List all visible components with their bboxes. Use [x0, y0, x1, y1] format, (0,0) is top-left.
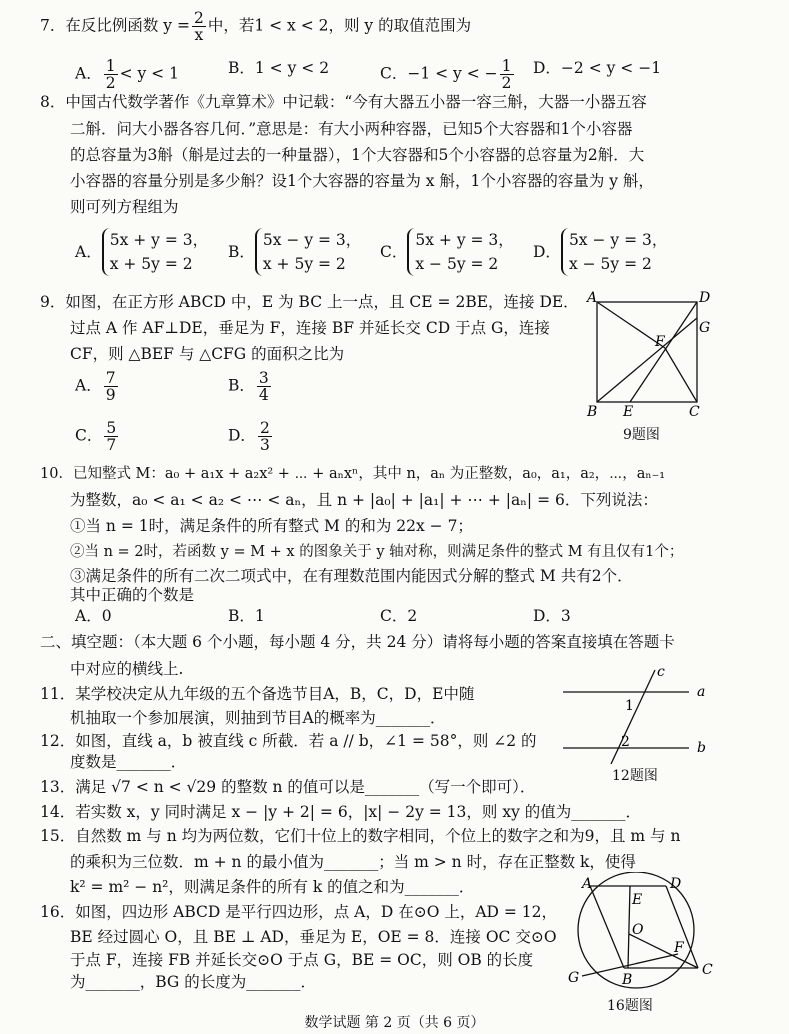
q9-line-3: CF，则 △BEF 与 △CFG 的面积之比为: [70, 345, 345, 363]
q10-option-b[interactable]: B．1: [228, 607, 265, 625]
page-footer: 数学试题 第 2 页（共 6 页）: [304, 1015, 485, 1031]
q15-line-2: 的乘积为三位数．m + n 的最小值为_______；当 m > n 时，存在正整数 k，使得: [70, 853, 636, 871]
label-d: D: [670, 876, 682, 892]
q12-caption: 12题图: [612, 768, 658, 784]
q9-caption: 9题图: [623, 427, 660, 443]
label-o: O: [632, 922, 644, 938]
segment-ab: [590, 886, 624, 968]
q10-line-6: 其中正确的个数是: [70, 586, 195, 604]
q7-fraction: $\frac{2}{x}$: [193, 9, 204, 44]
line-c: [611, 670, 655, 764]
q10-line-4: ②当 n = 2时，若函数 y = M + x 的图象关于 y 轴对称，则满足条件的整式 M 有且仅有1个；: [70, 544, 684, 560]
q10-option-c[interactable]: C．2: [380, 607, 418, 625]
q16-figure: [560, 872, 720, 994]
q12-line-2: 度数是_______．: [70, 753, 187, 771]
q8-option-a[interactable]: A．5x + y = 3， x + 5y = 2: [75, 228, 208, 276]
q10-option-a[interactable]: A．0: [75, 607, 112, 625]
segment-be: [628, 886, 630, 968]
q9-line-2: 过点 A 作 AF⊥DE，垂足为 F，连接 BF 并延长交 CD 于点 G，连接: [70, 319, 550, 337]
label-c: c: [657, 664, 665, 680]
q7-option-d[interactable]: D．−2 < y < −1: [533, 59, 662, 77]
q8-option-b[interactable]: B．5x − y = 3， x + 5y = 2: [228, 228, 361, 276]
label-a: A: [582, 876, 593, 892]
label-d: D: [699, 290, 711, 306]
q15-line-1: 15．自然数 m 与 n 均为两位数，它们十位上的数字相同，个位上的数字之和为9，且 m 与 n: [40, 827, 681, 845]
q9-option-c[interactable]: C． $\frac{5}{7}$: [75, 419, 117, 454]
square-abcd: [597, 302, 697, 402]
section-2-heading: 二、填空题：（本大题 6 个小题，每小题 4 分，共 24 分）请将每小题的答案直接填在答题卡: [40, 633, 675, 651]
q8-line-3: 的总容量为3斛（斛是过去的一种量器），1个大容器和5个小容器的总容量为2斛．大: [70, 146, 645, 164]
q12-line-1: 12．如图，直线 a，b 被直线 c 所截．若 a // b，∠1 = 58°，则 ∠2 的: [40, 732, 537, 750]
q7-stem: 7．在反比例函数 y = $\frac{2}{x}$ 中，若1 < x < 2，则 y 的取值范围为: [40, 9, 472, 44]
q8-line-2: 二斛．问大小器各容几何．”意思是：有大小两种容器，已知5个大容器和1个小容器: [70, 120, 633, 138]
label-e: E: [632, 892, 643, 908]
label-a: a: [697, 684, 706, 700]
q13-line-1: 13．满足 √7 < n < √29 的整数 n 的值可以是_______（写一个即可）．: [40, 778, 536, 796]
q14-line-1: 14．若实数 x，y 同时满足 x − |y + 2| = 6，|x| − 2y = 13，则 xy 的值为_______．: [40, 803, 642, 821]
q8-option-d[interactable]: D．5x − y = 3， x − 5y = 2: [533, 228, 667, 276]
q10-line-5: ③满足条件的所有二次二项式中，在有理数范围内能因式分解的整式 M 共有2个．: [70, 567, 633, 585]
q8-line-4: 小容器的容量分别是多少斛？设1个大容器的容量为 x 斛，1个小容器的容量为 y 斛，: [70, 172, 654, 190]
q15-line-3: k² = m² − n²，则满足条件的所有 k 的值之和为_______．: [70, 878, 475, 896]
q8-option-c[interactable]: C．5x + y = 3， x − 5y = 2: [380, 228, 514, 276]
label-c: C: [689, 404, 700, 420]
segment-cf: [665, 348, 697, 402]
q10-option-d[interactable]: D．3: [533, 607, 571, 625]
label-b: B: [587, 404, 598, 420]
label-g: G: [568, 970, 580, 986]
q16-line-2: BE 经过圆心 O，且 BE ⊥ AD，垂足为 E，OE = 8．连接 OC 交⊙O: [70, 928, 557, 946]
angle-1-label: 1: [625, 698, 634, 714]
q16-caption: 16题图: [607, 998, 653, 1014]
q9-option-a[interactable]: A． $\frac{7}{9}$: [75, 369, 116, 404]
angle-2-label: 2: [621, 734, 630, 750]
q7-option-a[interactable]: A． $\frac{1}{2}$ < y < 1: [75, 57, 179, 92]
label-a: A: [587, 290, 598, 306]
q9-figure: [585, 290, 715, 420]
q10-line-3: ①当 n = 1时，满足条件的所有整式 M 的和为 22x − 7；: [70, 517, 473, 535]
label-g: G: [699, 320, 711, 336]
label-f: F: [674, 940, 684, 956]
q16-line-4: 为_______，BG 的长度为_______．: [70, 973, 316, 991]
q12-figure: [555, 662, 715, 766]
q8-line-5: 则可列方程组为: [70, 198, 179, 216]
segment-bg: [597, 318, 697, 402]
q11-line-2: 机抽取一个参加展演，则抽到节目A的概率为_______．: [70, 709, 446, 727]
q16-line-3: 于点 F，连接 FB 并延长交⊙O 于点 G，BE = OC，则 OB 的长度: [70, 951, 534, 969]
label-b: b: [697, 740, 706, 756]
label-c: C: [702, 962, 713, 978]
q10-line-2: 为整数，a₀ < a₁ < a₂ < ⋯ < aₙ，且 n + |a₀| + |a₁| + ⋯ + |aₙ| = 6．下列说法：: [70, 491, 658, 509]
q16-line-1: 16．如图，四边形 ABCD 是平行四边形，点 A，D 在⊙O 上，AD = 12，: [40, 903, 558, 921]
q11-line-1: 11．某学校决定从九年级的五个备选节目A，B，C，D，E中随: [40, 685, 475, 703]
q9-line-1: 9．如图，在正方形 ABCD 中，E 为 BC 上一点，且 CE = 2BE，连接 DE．: [40, 293, 579, 311]
label-e: E: [623, 404, 634, 420]
section-2-line-2: 中对应的横线上.: [70, 660, 184, 678]
q8-line-1: 8．中国古代数学著作《九章算术》中记载：“今有大器五小器一容三斛，大器一小器五容: [40, 93, 647, 111]
q7-option-b[interactable]: B．1 < y < 2: [228, 59, 330, 77]
label-f: F: [655, 334, 665, 350]
q10-line-1: 10．已知整式 M：a₀ + a₁x + a₂x² + ⋯ + aₙxⁿ，其中 n，aₙ 为正整数，a₀，a₁，a₂，⋯，aₙ₋₁: [40, 466, 666, 482]
q9-option-b[interactable]: B． $\frac{3}{4}$: [228, 369, 269, 404]
q9-option-d[interactable]: D． $\frac{2}{3}$: [228, 419, 270, 454]
q7-option-c[interactable]: C．−1 < y < − $\frac{1}{2}$: [380, 57, 512, 92]
segment-de: [630, 302, 697, 402]
label-b: B: [622, 972, 633, 988]
